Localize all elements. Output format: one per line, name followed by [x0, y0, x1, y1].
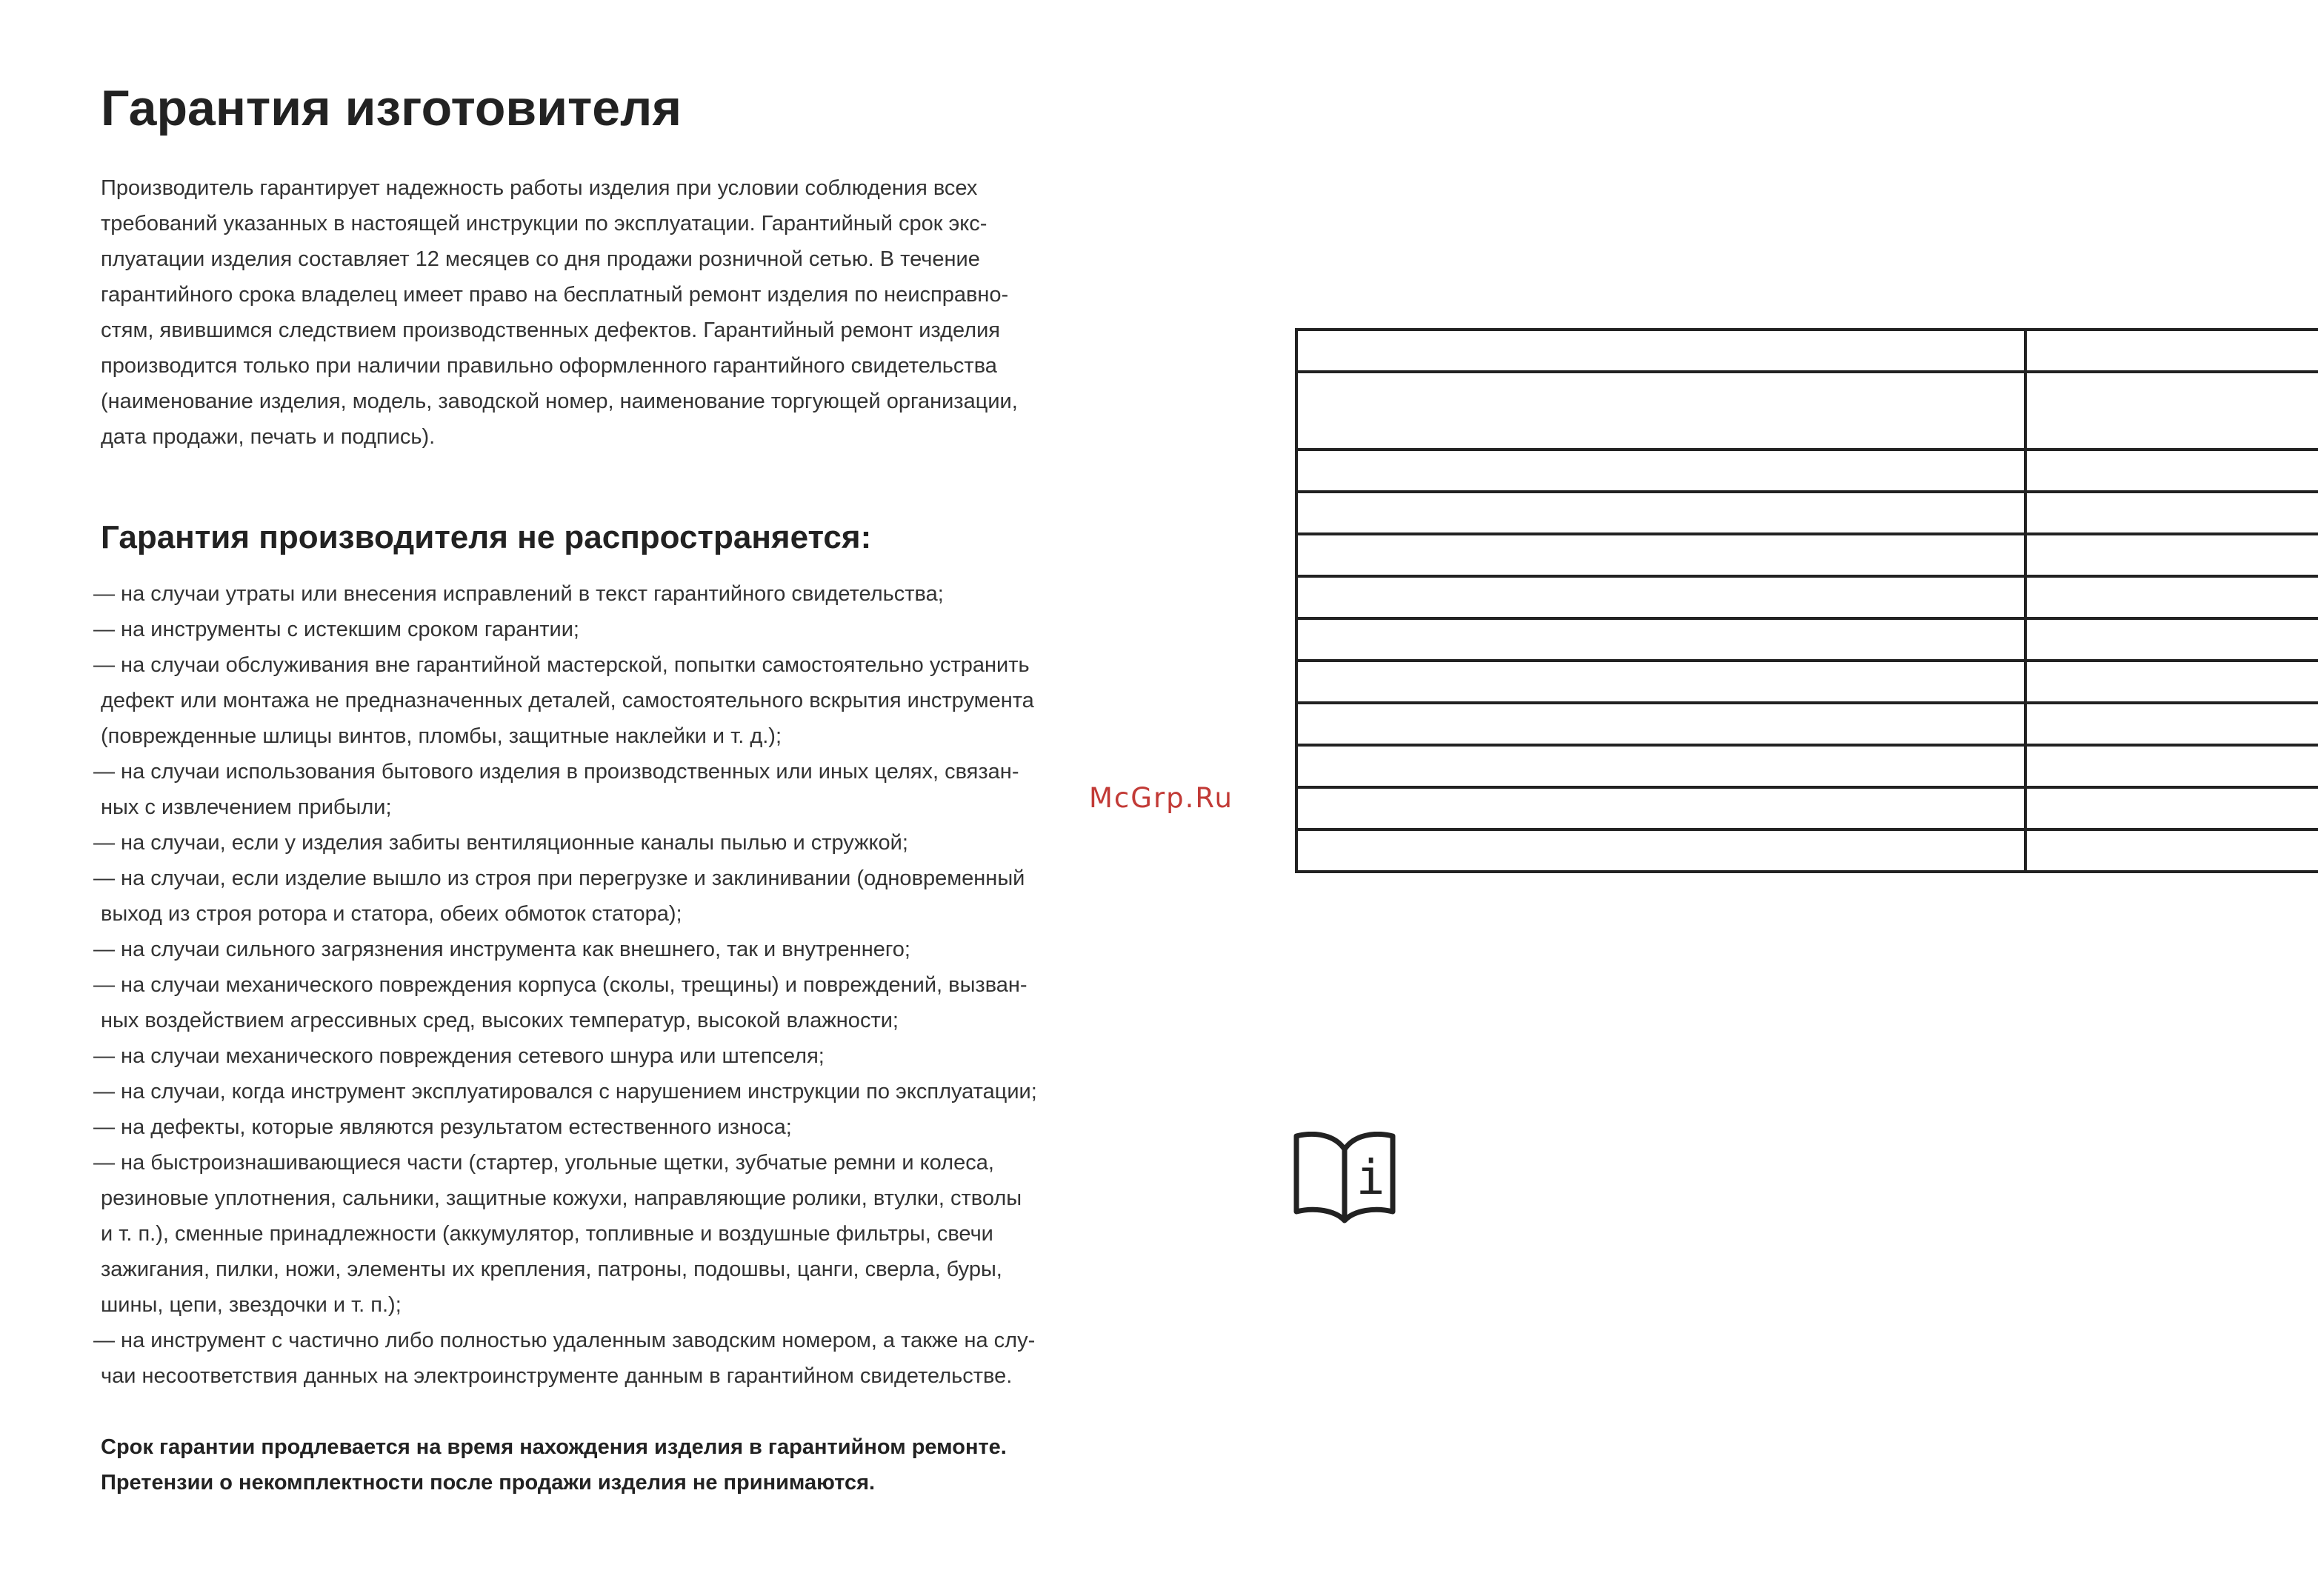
exclusion-line: чаи несоответствия данных на электроинструменте данным в гарантийном свидетельстве. — [101, 1364, 1013, 1388]
exclusion-line: — на случаи механического повреждения сетевого шнура или штепселя; — [93, 1044, 825, 1068]
table-cell — [2025, 703, 2318, 745]
exclusion-line: — на случаи обслуживания вне гарантийной мастерской, попытки самостоятельно устранить — [93, 653, 1030, 677]
exclusion-item — [93, 825, 1175, 861]
table-cell — [1296, 576, 2025, 618]
intro-line: Производитель гарантирует надежность работы изделия при условии соблюдения всех — [101, 176, 978, 200]
open-book-info-icon — [1293, 1132, 1396, 1223]
warranty-table — [1295, 328, 2318, 873]
exclusion-line: выход из строя ротора и статора, обеих обмоток статора); — [101, 902, 682, 926]
exclusion-line: — на случаи использования бытового изделия в производственных или иных целях, связан- — [93, 760, 1019, 784]
table-cell — [1296, 787, 2025, 829]
exclusion-item — [93, 612, 1175, 647]
table-cell — [1296, 661, 2025, 703]
exclusion-line: — на случаи, когда инструмент эксплуатировался с нарушением инструкции по эксплуатации; — [93, 1080, 1037, 1103]
table-row — [1296, 661, 2318, 703]
table-row — [1296, 703, 2318, 745]
table-cell — [1296, 534, 2025, 576]
table-cell — [1296, 330, 2025, 372]
exclusion-line: резиновые уплотнения, сальники, защитные кожухи, направляющие ролики, втулки, стволы — [101, 1186, 1022, 1210]
exclusion-line: — на дефекты, которые являются результатом естественного износа; — [93, 1115, 792, 1139]
exclusion-item — [93, 1038, 1175, 1074]
note-line: Срок гарантии продлевается на время нахождения изделия в гарантийном ремонте. — [101, 1435, 1007, 1459]
exclusion-line: — на быстроизнашивающиеся части (стартер, угольные щетки, зубчатые ремни и колеса, — [93, 1151, 994, 1175]
table-row — [1296, 534, 2318, 576]
warranty-notes — [101, 1429, 1007, 1500]
exclusion-line: зажигания, пилки, ножи, элементы их крепления, патроны, подошвы, цанги, сверла, буры, — [101, 1258, 1002, 1281]
table-cell — [2025, 787, 2318, 829]
table-cell — [2025, 492, 2318, 534]
table-cell — [2025, 330, 2318, 372]
exclusion-item — [93, 861, 1175, 932]
intro-line: стям, явившимся следствием производственных дефектов. Гарантийный ремонт изделия — [101, 318, 1001, 342]
exclusion-item — [93, 754, 1175, 825]
table-cell — [2025, 829, 2318, 872]
table-row — [1296, 618, 2318, 661]
intro-line: требований указанных в настоящей инструкции по эксплуатации. Гарантийный срок экс- — [101, 212, 988, 236]
table-cell — [1296, 618, 2025, 661]
table-cell — [2025, 661, 2318, 703]
exclusion-line: и т. п.), сменные принадлежности (аккумулятор, топливные и воздушные фильтры, свечи — [101, 1222, 993, 1246]
table-cell — [2025, 745, 2318, 787]
intro-line: производится только при наличии правильно оформленного гарантийного свидетельства — [101, 354, 997, 378]
table-cell — [1296, 450, 2025, 492]
table-row — [1296, 492, 2318, 534]
exclusion-line: ных с извлечением прибыли; — [101, 795, 392, 819]
exclusion-item — [93, 647, 1175, 754]
exclusion-line: — на случаи, если изделие вышло из строя при перегрузке и заклинивании (одновременный — [93, 867, 1025, 890]
table-row — [1296, 829, 2318, 872]
exclusions-list — [93, 576, 1175, 1394]
table-cell — [1296, 829, 2025, 872]
exclusion-line: — на случаи утраты или внесения исправлений в текст гарантийного свидетельства; — [93, 582, 944, 606]
table-row — [1296, 330, 2318, 372]
table-row — [1296, 787, 2318, 829]
exclusions-heading: Гарантия производителя не распространяется: — [101, 519, 872, 555]
table-cell — [2025, 372, 2318, 450]
exclusion-item — [93, 967, 1175, 1038]
table-row — [1296, 450, 2318, 492]
warranty-intro — [101, 170, 1138, 455]
exclusion-item — [93, 1145, 1175, 1323]
exclusion-line: ных воздействием агрессивных сред, высоких температур, высокой влажности; — [101, 1009, 899, 1032]
exclusion-line: дефект или монтажа не предназначенных деталей, самостоятельного вскрытия инструмента — [101, 689, 1034, 712]
page-title: Гарантия изготовителя — [101, 80, 682, 136]
table-cell — [2025, 576, 2318, 618]
exclusion-line: — на случаи сильного загрязнения инструмента как внешнего, так и внутреннего; — [93, 938, 910, 961]
exclusion-line: — на инструмент с частично либо полностью удаленным заводским номером, а также на слу- — [93, 1329, 1036, 1352]
note-line: Претензии о некомплектности после продажи изделия не принимаются. — [101, 1471, 876, 1495]
exclusion-item — [93, 1109, 1175, 1145]
table-cell — [1296, 492, 2025, 534]
exclusion-line: — на случаи, если у изделия забиты вентиляционные каналы пылью и стружкой; — [93, 831, 908, 855]
table-cell — [2025, 618, 2318, 661]
exclusion-item — [93, 932, 1175, 967]
table-cell — [1296, 372, 2025, 450]
exclusion-line: — на случаи механического повреждения корпуса (сколы, трещины) и повреждений, вызван- — [93, 973, 1028, 997]
table-row — [1296, 745, 2318, 787]
exclusion-line: шины, цепи, звездочки и т. п.); — [101, 1293, 402, 1317]
intro-line: дата продажи, печать и подпись). — [101, 425, 436, 449]
table-row — [1296, 576, 2318, 618]
table-cell — [2025, 534, 2318, 576]
intro-line: гарантийного срока владелец имеет право на бесплатный ремонт изделия по неисправно- — [101, 283, 1009, 307]
table-cell — [1296, 703, 2025, 745]
exclusion-line: — на инструменты с истекшим сроком гарантии; — [93, 618, 579, 641]
exclusion-item — [93, 1074, 1175, 1109]
table-row — [1296, 372, 2318, 450]
table-cell — [2025, 450, 2318, 492]
exclusion-item — [93, 1323, 1175, 1394]
table-cell — [1296, 745, 2025, 787]
intro-line: (наименование изделия, модель, заводской номер, наименование торгующей организации, — [101, 390, 1018, 413]
watermark: McGrp.Ru — [1089, 782, 1233, 814]
intro-line: плуатации изделия составляет 12 месяцев со дня продажи розничной сетью. В течение — [101, 247, 980, 271]
exclusion-line: (поврежденные шлицы винтов, пломбы, защитные наклейки и т. д.); — [101, 724, 782, 748]
svg-text:i: i — [1356, 1151, 1385, 1206]
exclusion-item — [93, 576, 1175, 612]
